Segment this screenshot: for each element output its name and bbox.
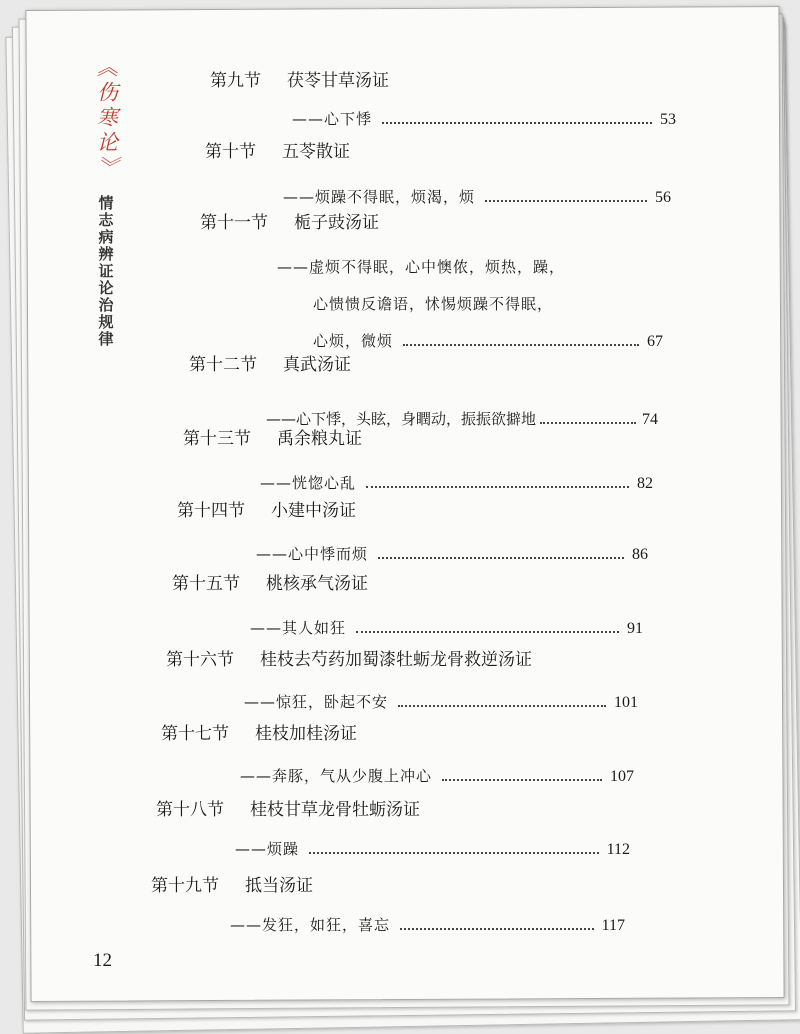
toc-section-heading[interactable] [210,66,389,91]
toc-entry-line[interactable] [250,617,643,638]
toc-section-heading[interactable] [156,795,420,820]
section-label: 第九节 [210,71,261,91]
toc-entry-line[interactable] [240,765,634,786]
section-title: 桃核承气汤证 [266,574,368,594]
dot-leader [403,344,639,346]
section-desc: ——发狂，如狂，喜忘 [230,916,391,934]
section-desc: ——心下悸 [292,110,373,128]
dot-leader [356,631,619,633]
dot-leader [540,422,636,424]
toc-entry-line [277,256,565,277]
section-label: 第十二节 [189,355,257,375]
toc-section-heading[interactable] [166,645,532,670]
toc-entry-line[interactable] [235,838,630,859]
dot-leader [382,122,652,124]
toc-entry-line [313,293,553,314]
toc-entry-line[interactable] [260,472,653,493]
toc-entry-line[interactable] [283,186,671,207]
section-label: 第十节 [205,142,256,162]
section-desc: ——恍惚心乱 [260,474,357,492]
section-title: 桂枝加桂汤证 [255,724,357,744]
section-label: 第十五节 [172,574,240,594]
section-desc: ——烦躁 [235,840,300,858]
section-desc: ——烦躁不得眠，烦渴，烦 [283,188,476,206]
section-label: 第十三节 [183,429,251,449]
toc-section-heading[interactable] [177,496,356,521]
dot-leader [366,486,629,488]
section-label: 第十六节 [166,650,234,670]
dot-leader [378,557,624,559]
page-ref: 86 [632,546,648,563]
page-ref: 74 [642,411,658,428]
section-desc: ——虚烦不得眠，心中懊侬，烦热，躁， [277,258,566,276]
toc-entry-line[interactable] [292,108,676,129]
toc-section-heading[interactable] [161,719,357,744]
section-desc: ——心中悸而烦 [256,545,369,563]
section-desc: ——其人如狂 [250,619,347,637]
section-title: 桂枝甘草龙骨牡蛎汤证 [250,800,420,820]
section-title: 真武汤证 [283,355,351,375]
toc-entry-line[interactable] [230,914,625,935]
book-title: 《伤寒论》 [94,56,119,181]
page-ref: 56 [655,189,671,206]
toc-entry-line[interactable] [244,691,638,712]
section-desc: 心烦，微烦 [313,332,394,350]
section-title: 小建中汤证 [271,501,356,521]
section-desc: ——心下悸，头眩，身瞤动，振振欲擗地 [266,410,537,428]
toc-section-heading[interactable] [200,208,379,233]
toc-section-heading[interactable] [151,871,313,896]
toc-entry-line[interactable] [313,330,663,351]
page-ref: 82 [637,475,653,492]
page-ref: 117 [601,917,625,934]
section-title: 桂枝去芍药加蜀漆牡蛎龙骨救逆汤证 [260,650,532,670]
section-desc: ——奔豚，气从少腹上冲心 [240,767,433,785]
toc-section-heading[interactable] [205,137,350,162]
dot-leader [398,705,606,707]
page-ref: 112 [606,841,630,858]
section-title: 五苓散证 [282,142,350,162]
dot-leader [309,852,599,854]
section-label: 第十八节 [156,800,224,820]
page-ref: 67 [647,333,663,350]
section-label: 第十九节 [151,876,219,896]
toc-section-heading[interactable] [189,350,351,375]
section-label: 第十一节 [200,213,268,233]
section-title: 茯苓甘草汤证 [287,71,389,91]
section-label: 第十四节 [177,501,245,521]
section-desc: 心愦愦反谵语，怵惕烦躁不得眠， [313,295,554,313]
section-title: 抵当汤证 [245,876,313,896]
section-title: 禹余粮丸证 [277,429,362,449]
toc-section-heading[interactable] [183,424,362,449]
page-number: 12 [93,950,112,971]
dot-leader [400,928,594,930]
dot-leader [485,200,647,202]
page-ref: 53 [660,111,676,128]
section-desc: ——惊狂，卧起不安 [244,693,389,711]
page-ref: 91 [627,620,643,637]
dot-leader [442,779,602,781]
section-title: 栀子豉汤证 [294,213,379,233]
book-subtitle: 情志病辨证论治规律 [96,195,115,348]
page-ref: 101 [614,694,638,711]
running-title [86,56,126,348]
page-ref: 107 [610,768,634,785]
toc-section-heading[interactable] [172,569,368,594]
toc-entry-line[interactable] [256,543,648,564]
section-label: 第十七节 [161,724,229,744]
